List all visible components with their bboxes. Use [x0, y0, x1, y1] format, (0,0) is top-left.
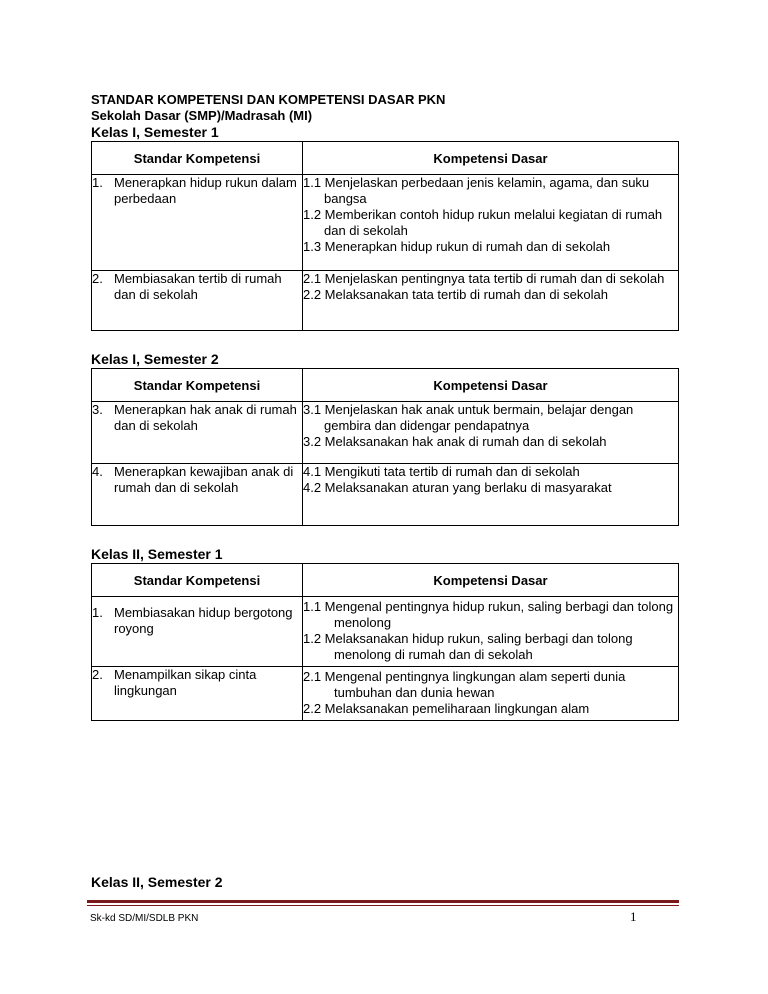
table-header-row [92, 369, 679, 402]
sk-text: Membiasakan hidup bergotong royong [114, 605, 293, 636]
sk-cell [92, 597, 303, 667]
footer-doc-label: Sk-kd SD/MI/SDLB PKN [90, 913, 199, 924]
document-page [91, 92, 679, 721]
section-heading: Kelas II, Semester 1 [91, 546, 223, 562]
column-header-kd: Kompetensi Dasar [303, 142, 679, 175]
table-row [92, 597, 679, 667]
kd-cell [303, 464, 679, 526]
table-header-row [92, 142, 679, 175]
sk-number: 3. [92, 402, 103, 417]
sk-text: Menerapkan kewajiban anak di rumah dan di sekolah [114, 464, 294, 495]
kd-item: 4.1 Mengikuti tata tertib di rumah dan di sekolah [303, 464, 580, 479]
sk-cell [92, 464, 303, 526]
kd-cell [303, 402, 679, 464]
kd-item: 2.2 Melaksanakan pemeliharaan lingkungan alam [303, 701, 590, 716]
section-heading: Kelas I, Semester 2 [91, 351, 219, 367]
table-row [92, 175, 679, 271]
kd-item: 1.2 Memberikan contoh hidup rukun melalui kegiatan di rumah dan di sekolah [303, 207, 663, 238]
column-header-sk: Standar Kompetensi [92, 564, 303, 597]
footer-rule-thin [87, 905, 679, 906]
sk-cell [92, 402, 303, 464]
kd-item: 4.2 Melaksanakan aturan yang berlaku di masyarakat [303, 480, 612, 495]
table-row [92, 464, 679, 526]
kd-item: 3.2 Melaksanakan hak anak di rumah dan di sekolah [303, 434, 607, 449]
kd-item: 2.2 Melaksanakan tata tertib di rumah dan di sekolah [303, 287, 608, 302]
sk-number: 4. [92, 464, 103, 479]
column-header-kd: Kompetensi Dasar [303, 369, 679, 402]
kd-item: 1.2 Melaksanakan hidup rukun, saling berbagi dan tolong menolong di rumah dan di sekolah [303, 631, 633, 662]
competency-table [91, 141, 679, 331]
kd-item: 2.1 Mengenal pentingnya lingkungan alam seperti dunia tumbuhan dan dunia hewan [303, 669, 626, 700]
column-header-sk: Standar Kompetensi [92, 369, 303, 402]
column-header-sk: Standar Kompetensi [92, 142, 303, 175]
kd-cell [303, 271, 679, 331]
table-row [92, 667, 679, 721]
footer-rule [87, 900, 679, 903]
sk-text: Menerapkan hak anak di rumah dan di sekolah [114, 402, 297, 433]
sk-cell [92, 175, 303, 271]
kd-cell [303, 597, 679, 667]
table-header-row [92, 564, 679, 597]
table-row [92, 402, 679, 464]
sk-cell [92, 667, 303, 721]
competency-table [91, 563, 679, 721]
section-heading: Kelas I, Semester 1 [91, 124, 219, 140]
kd-cell [303, 175, 679, 271]
document-title: STANDAR KOMPETENSI DAN KOMPETENSI DASAR PKN [91, 92, 446, 107]
competency-table [91, 368, 679, 526]
kd-cell [303, 667, 679, 721]
kd-item: 2.1 Menjelaskan pentingnya tata tertib di rumah dan di sekolah [303, 271, 665, 286]
document-subtitle: Sekolah Dasar (SMP)/Madrasah (MI) [91, 108, 313, 123]
sk-number: 2. [92, 667, 103, 682]
kd-item: 1.3 Menerapkan hidup rukun di rumah dan di sekolah [303, 239, 611, 254]
column-header-kd: Kompetensi Dasar [303, 564, 679, 597]
sk-cell [92, 271, 303, 331]
section-heading-next: Kelas II, Semester 2 [91, 874, 223, 890]
kd-item: 1.1 Mengenal pentingnya hidup rukun, saling berbagi dan tolong menolong [303, 599, 674, 630]
sk-text: Menerapkan hidup rukun dalam perbedaan [114, 175, 297, 206]
table-row [92, 271, 679, 331]
sk-number: 1. [92, 175, 103, 190]
kd-item: 3.1 Menjelaskan hak anak untuk bermain, belajar dengan gembira dan didengar pendapatnya [303, 402, 634, 433]
sk-number: 1. [92, 605, 103, 620]
sk-number: 2. [92, 271, 103, 286]
kd-item: 1.1 Menjelaskan perbedaan jenis kelamin, agama, dan suku bangsa [303, 175, 650, 206]
sk-text: Membiasakan tertib di rumah dan di sekolah [114, 271, 282, 302]
sk-text: Menampilkan sikap cinta lingkungan [114, 667, 257, 698]
page-number: 1 [630, 909, 637, 924]
